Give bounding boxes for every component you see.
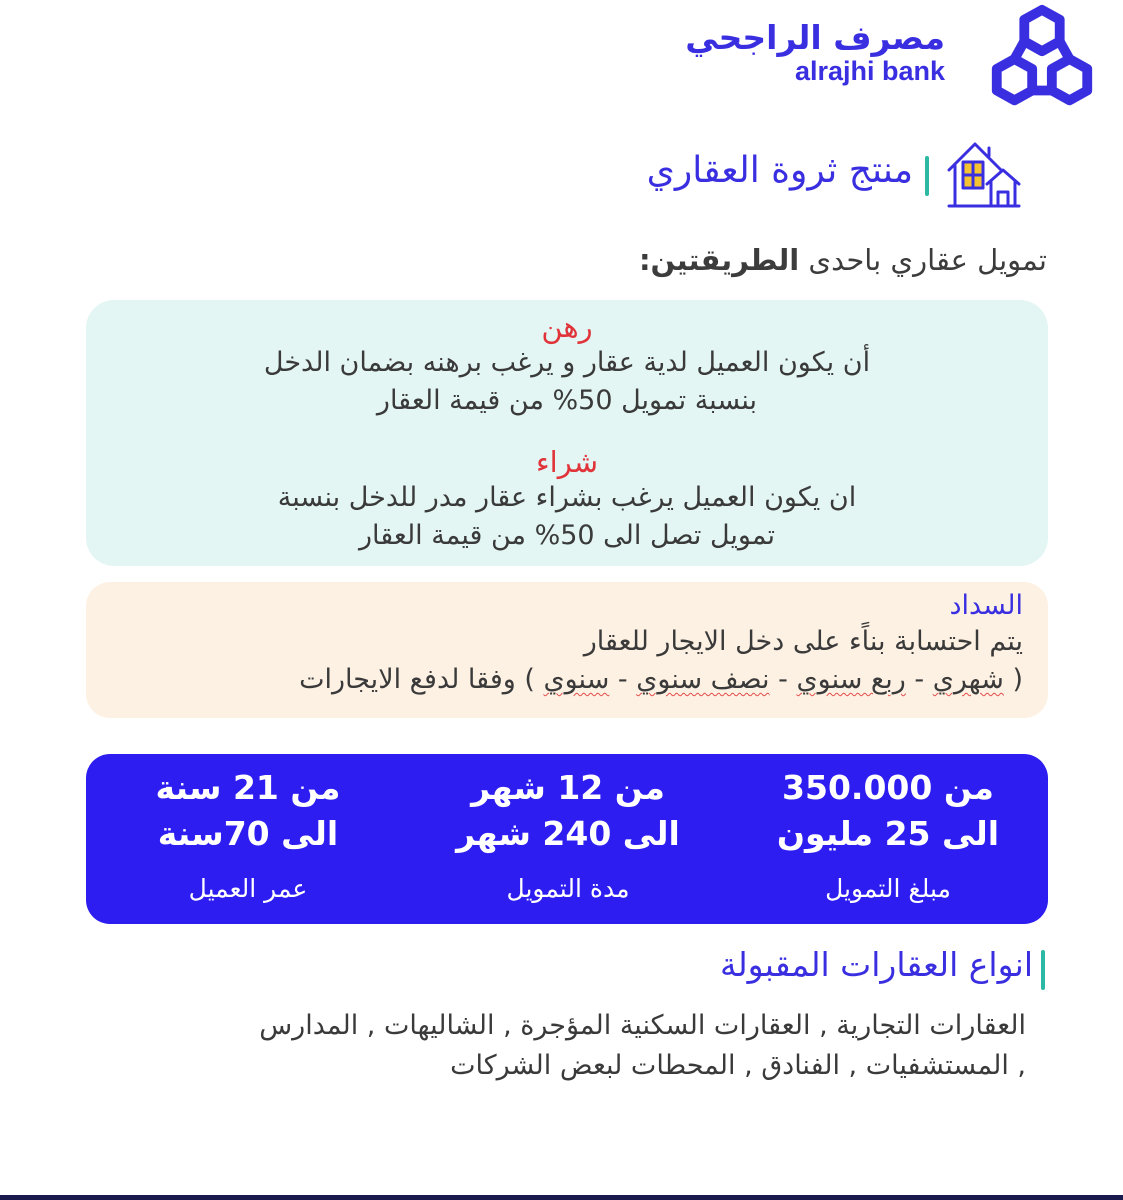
method-line: أن يكون العميل لدية عقار و يرغب برهنه بضمان الدخل [263,347,871,378]
option-semiannual: نصف سنوي [636,664,770,695]
method-line: بنسبة تمويل 50% من قيمة العقار [376,385,758,416]
repayment-options [299,664,1023,695]
accepted-types-title: انواع العقارات المقبولة [719,945,1033,984]
alrajhi-logo-icon [983,2,1101,120]
separator: - [609,664,637,695]
financing-methods-box [86,300,1048,566]
stat-line: الى 70سنة [157,814,339,853]
stat-line: من 12 شهر [471,768,665,807]
method-title: شراء [536,445,598,479]
stat-label: مدة التمويل [506,874,630,903]
option-quarterly: ربع سنوي [796,664,906,695]
method-line: تمويل تصل الى 50% من قيمة العقار [359,520,775,551]
types-accent-bar [1041,950,1045,990]
option-monthly: شهري [932,664,1004,695]
stat-line: الى 25 مليون [776,814,1000,853]
stat-line: الى 240 شهر [456,814,680,853]
stats-box [86,754,1048,924]
stat-label: عمر العميل [188,874,308,903]
stat-label: مبلغ التمويل [825,874,951,903]
repayment-box [86,582,1048,718]
stat-customer-age [98,754,398,924]
product-title: منتج ثروة العقاري [646,150,913,191]
intro-prefix: تمويل عقاري باحدى [799,243,1047,277]
stat-finance-amount [738,754,1038,924]
house-icon [939,134,1023,214]
accepted-types-line: , المستشفيات , الفنادق , المحطات لبعض الشركات [450,1050,1026,1081]
method-purchase [86,445,1048,555]
product-header [503,134,1023,216]
method-line: ان يكون العميل يرغب بشراء عقار مدر للدخل بنسبة [277,482,857,513]
method-mortgage [86,310,1048,420]
repayment-title: السداد [949,590,1023,621]
intro-text [639,243,1047,277]
brand-logo [685,0,1101,125]
bottom-divider [0,1195,1123,1200]
accepted-types-line: العقارات التجارية , العقارات السكنية المؤجرة , الشاليهات , المدارس [259,1010,1026,1041]
stat-line: من 21 سنة [155,768,341,807]
paren-open: ( [1003,664,1023,695]
repayment-line: يتم احتسابة بناًء على دخل الايجار للعقار [583,626,1023,657]
stat-finance-duration [418,754,718,924]
option-annual: سنوي [543,664,610,695]
paren-close: ) وفقا لدفع الايجارات [299,664,544,695]
title-accent-bar [925,156,929,196]
brand-name-english: alrajhi bank [794,56,945,86]
stat-line: من 350.000 [782,768,994,807]
separator: - [905,664,933,695]
method-title: رهن [541,310,593,344]
intro-highlight: الطريقتين: [638,243,800,277]
brand-name-arabic: مصرف الراجحي [685,18,945,57]
separator: - [769,664,797,695]
